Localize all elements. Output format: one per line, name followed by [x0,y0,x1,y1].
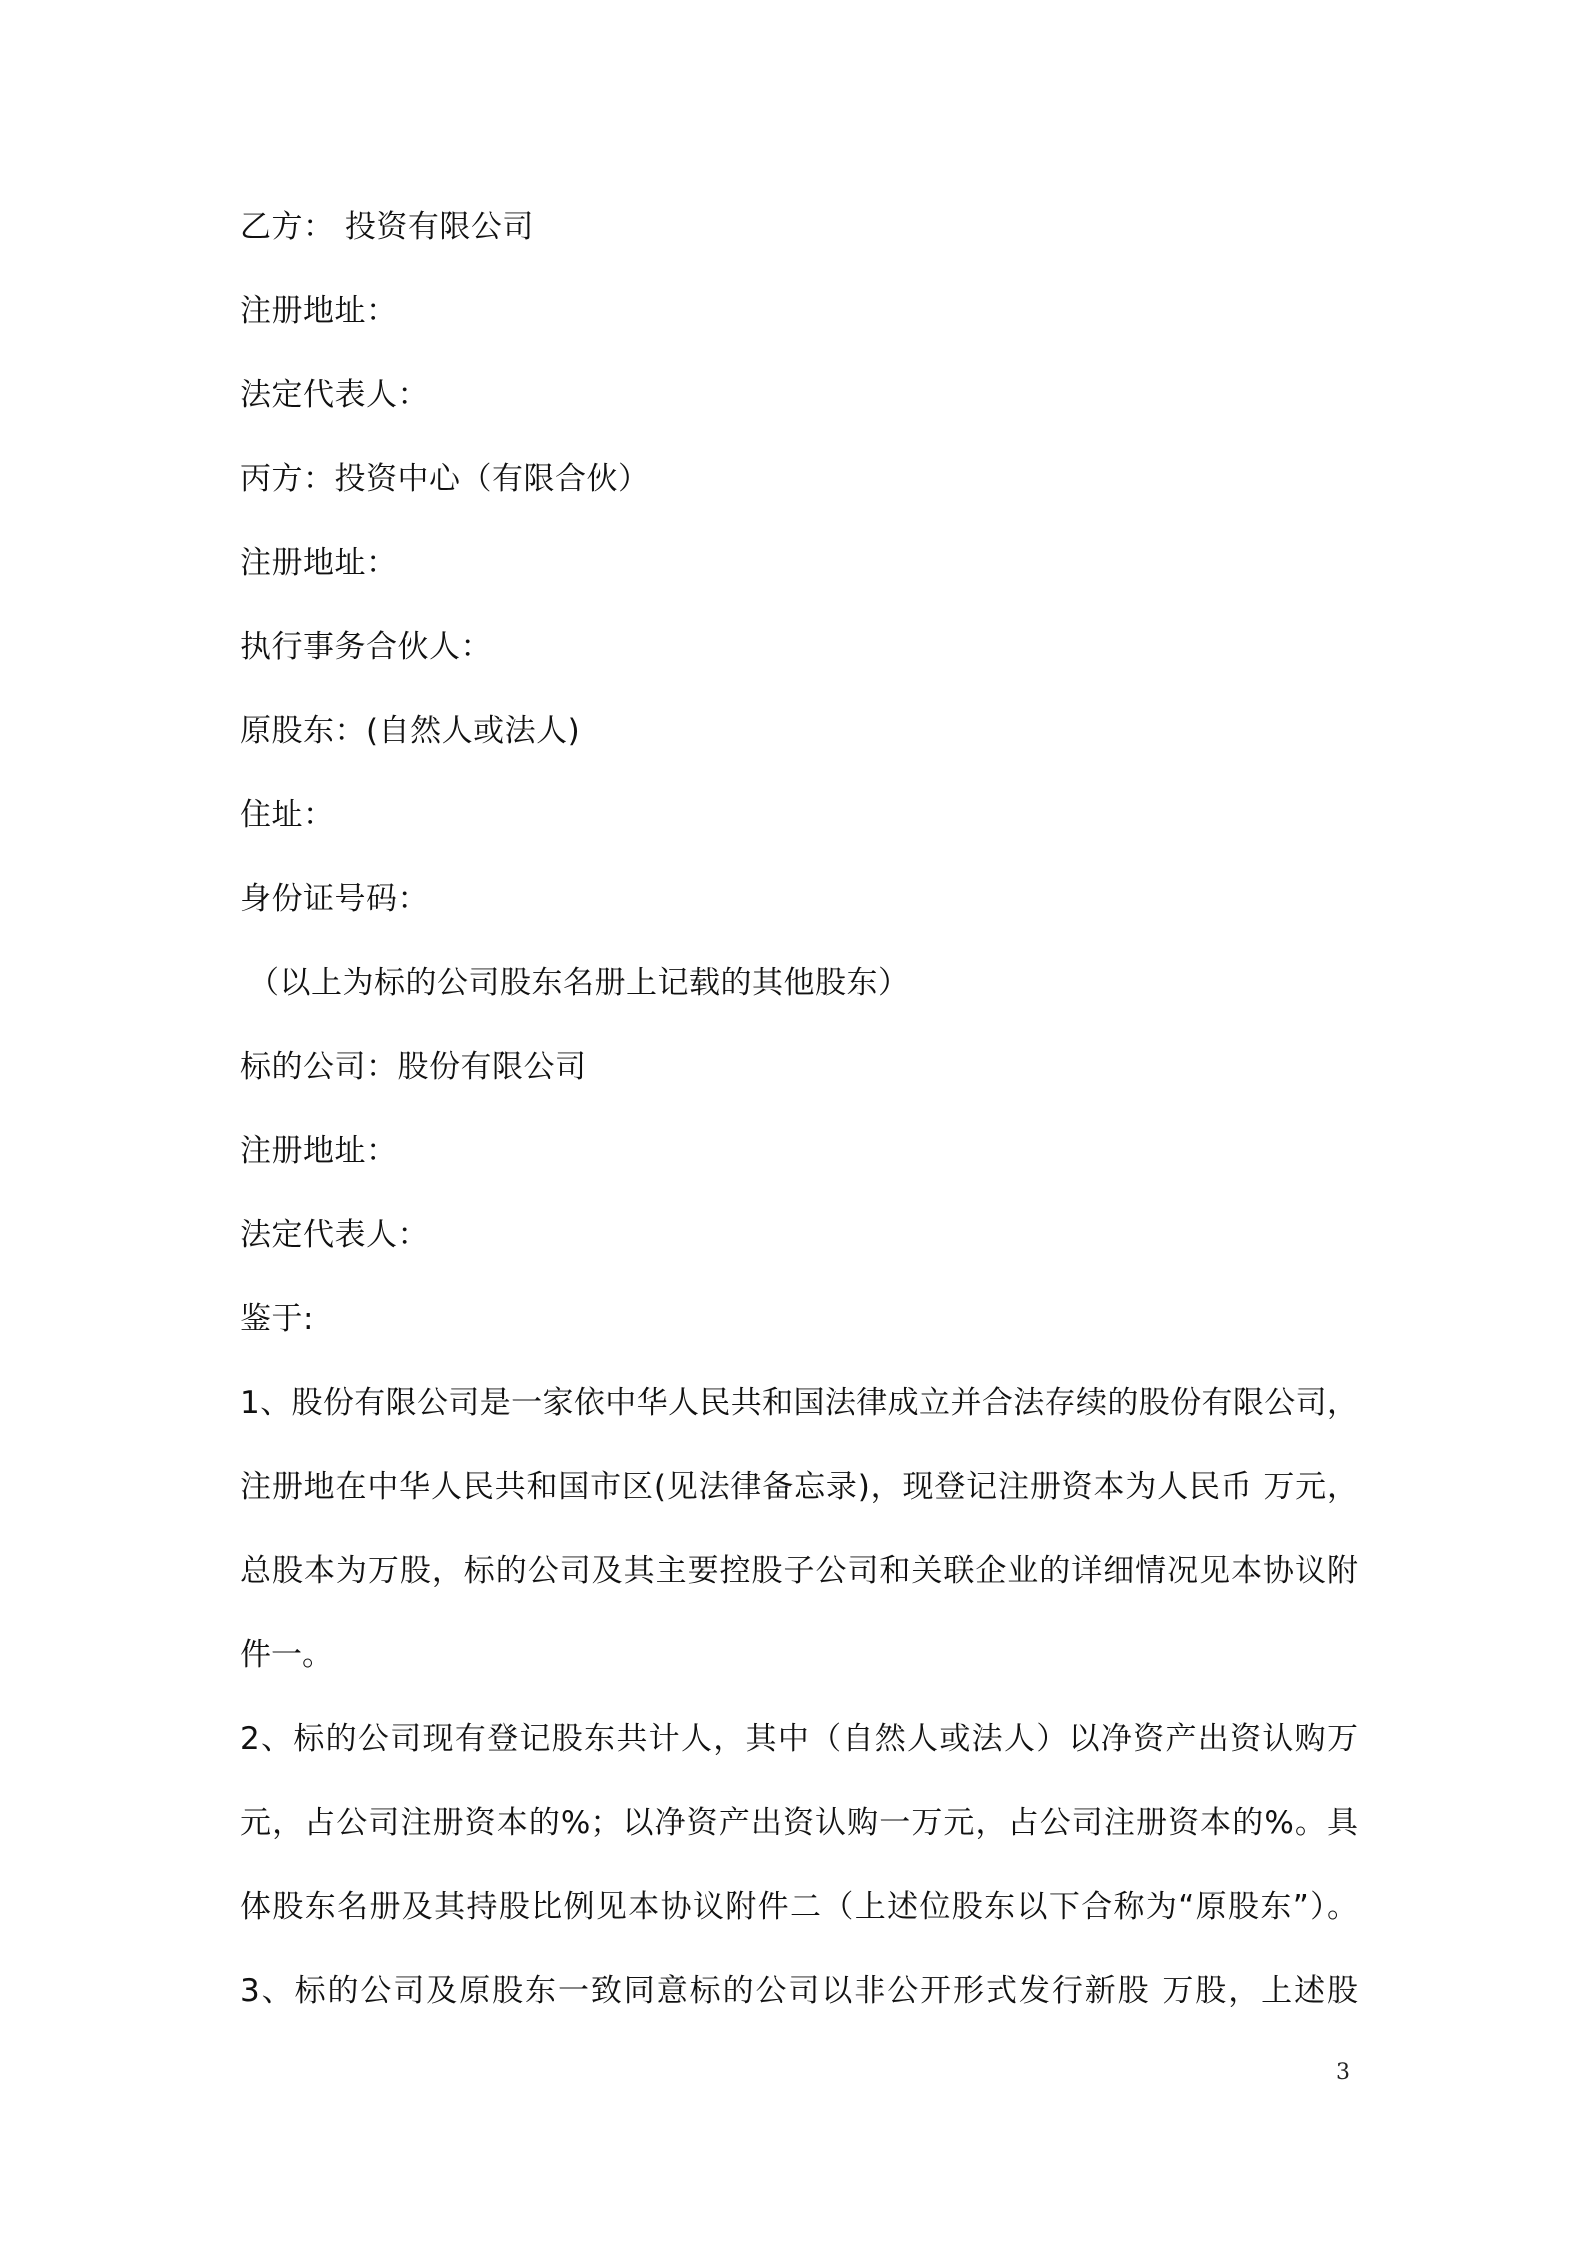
party-b-address-line: 注册地址： [240,293,398,329]
party-b-representative-line: 法定代表人： [240,377,429,413]
recital-line: 总股本为万股，标的公司及其主要控股子公司和关联企业的详细情况见本协议附 [240,1553,1358,1589]
recital-line: 3、标的公司及原股东一致同意标的公司以非公开形式发行新股 万股，上述股 [240,1973,1358,2009]
shareholder-note-line: （以上为标的公司股东名册上记载的其他股东） [248,965,910,1001]
target-company-line: 标的公司：股份有限公司 [240,1049,587,1085]
whereas-heading: 鉴于: [240,1301,314,1337]
party-b-line: 乙方： 投资有限公司 [240,209,534,245]
shareholder-address-line: 住址： [240,797,335,833]
recital-line: 元，占公司注册资本的%；以净资产出资认购一万元，占公司注册资本的%。具 [240,1805,1358,1841]
original-shareholder-line: 原股东：(自然人或法人) [240,713,581,749]
party-c-partner-line: 执行事务合伙人： [240,629,492,665]
recital-line: 注册地在中华人民共和国市区(见法律备忘录)，现登记注册资本为人民币 万元， [240,1469,1358,1505]
target-representative-line: 法定代表人： [240,1217,429,1253]
id-number-line: 身份证号码： [240,881,429,917]
recital-line: 体股东名册及其持股比例见本协议附件二（上述位股东以下合称为“原股东”）。 [240,1889,1358,1925]
page-number: 3 [1336,2060,1350,2085]
recital-line: 1、股份有限公司是一家依中华人民共和国法律成立并合法存续的股份有限公司， [240,1385,1358,1421]
party-c-line: 丙方：投资中心（有限合伙） [240,461,650,497]
recital-line: 件一。 [240,1637,333,1673]
party-c-address-line: 注册地址： [240,545,398,581]
recital-line: 2、标的公司现有登记股东共计人，其中（自然人或法人）以净资产出资认购万 [240,1721,1358,1757]
target-address-line: 注册地址： [240,1133,398,1169]
